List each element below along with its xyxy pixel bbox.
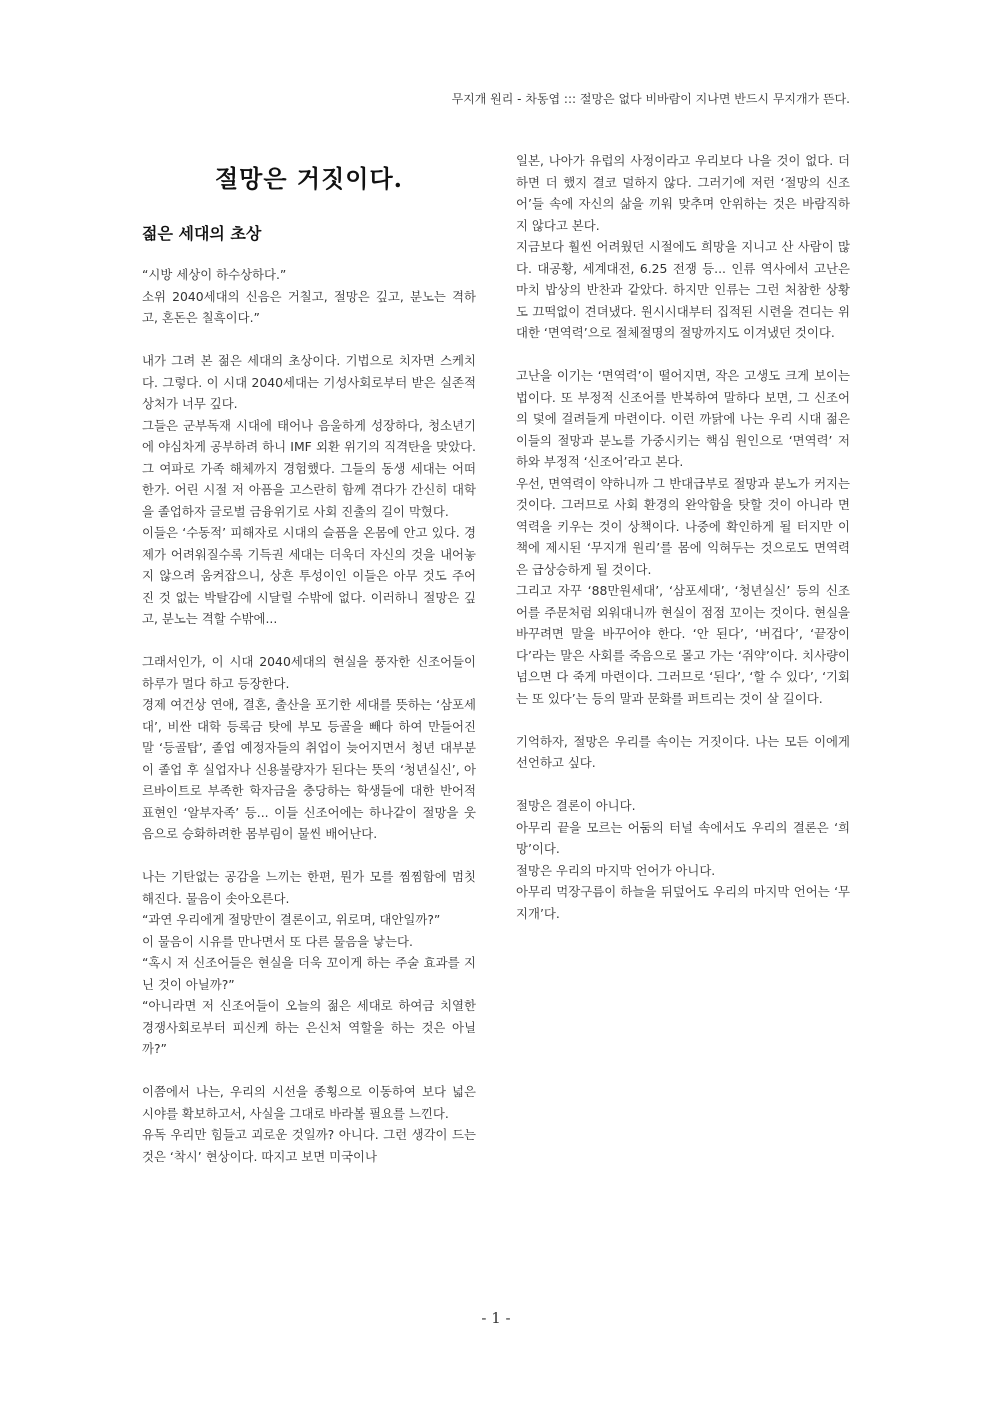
- paragraph: 기억하자, 절망은 우리를 속이는 거짓이다. 나는 모든 이에게 선언하고 싶다.: [516, 733, 850, 770]
- paragraph: 절망은 우리의 마지막 언어가 아니다.: [516, 862, 716, 878]
- paragraph: 이 물음이 시유를 만나면서 또 다른 물음을 낳는다.: [142, 933, 413, 949]
- section-heading: 젊은 세대의 초상: [142, 224, 262, 243]
- paragraph: 우선, 면역력이 약하니까 그 반대급부로 절망과 분노가 커지는 것이다. 그러므로 사회 환경의 완악함을 탓할 것이 아니라 면역력을 키우는 것이 상책이다. 나중에 확인하게 될 터지만 이 책에 제시된 ‘무지개 원리’를 몸에 익혀두는 것으로도 면역력은 급상승하게 될 것이다.: [516, 475, 850, 577]
- paragraph-gap: [516, 774, 850, 796]
- paragraph: “아니라면 저 신조어들이 오늘의 젊은 세대로 하여금 치열한 경쟁사회로부터 피신케 하는 은신처 역할을 하는 것은 아닐까?”: [142, 998, 476, 1056]
- paragraph-gap: [142, 630, 476, 652]
- paragraph: 아무리 먹장구름이 하늘을 뒤덮어도 우리의 마지막 언어는 ‘무지개’다.: [516, 884, 850, 921]
- paragraph: 지금보다 훨씬 어려웠던 시절에도 희망을 지니고 산 사람이 많다. 대공황, 세계대전, 6.25 전쟁 등... 인류 역사에서 고난은 마치 밥상의 반찬과 같았다. 하지만 인류는 그런 처참한 상황도 끄떡없이 견뎌냈다. 원시시대부터 집적된 시련을 견디는 위대한 ‘면역력’으로 절체절명의 절망까지도 이겨냈던 것이다.: [516, 239, 850, 340]
- paragraph: 그리고 자꾸 ‘88만원세대’, ‘삼포세대’, ‘청년실신’ 등의 신조어를 주문처럼 외워대니까 현실이 점점 꼬이는 것이다. 현실을 바꾸려면 말을 바꾸어야 한다. ‘안 된다’, ‘버겁다’, ‘끝장이다’라는 말은 사회를 죽음으로 몰고 가는 ‘쥐약’이다. 치사량이 넘으면 다 죽게 마련이다. 그러므로 ‘된다’, ‘할 수 있다’, ‘기회는 또 있다’는 등의 말과 문화를 퍼트리는 것이 살 길이다.: [516, 583, 850, 706]
- paragraph: 유독 우리만 힘들고 괴로운 것일까? 아니다. 그런 생각이 드는 것은 ‘착시’ 현상이다. 따지고 보면 미국이나: [142, 1127, 476, 1164]
- paragraph: “과연 우리에게 절망만이 결론이고, 위로며, 대안일까?”: [142, 912, 441, 927]
- left-column: [142, 150, 476, 1167]
- paragraph: 경제 여건상 연애, 결혼, 출산을 포기한 세대를 뜻하는 ‘삼포세대’, 비싼 대학 등록금 탓에 부모 등골을 빼다 하여 만들어진 말 ‘등골탑’, 졸업 예정자들의 취업이 늦어지면서 청년 대부분이 졸업 후 실업자나 신용불량자가 된다는 뜻의 ‘청년실신’, 아르바이트로 부족한 학자금을 충당하는 학생들에 대한 반어적 표현인 ‘알부자족’ 등... 이들 신조어에는 하나같이 절망을 웃음으로 승화하려한 몸부림이 물씬 배어난다.: [142, 697, 476, 841]
- paragraph: 그래서인가, 이 시대 2040세대의 현실을 풍자한 신조어들이 하루가 멀다 하고 등장한다.: [142, 654, 476, 691]
- paragraph-gap: [142, 1060, 476, 1082]
- paragraph-gap: [516, 344, 850, 366]
- paragraph: 절망은 결론이 아니다.: [516, 798, 636, 813]
- paragraph: 일본, 나아가 유럽의 사정이라고 우리보다 나을 것이 없다. 더 하면 더 했지 결코 덜하지 않다. 그러기에 저런 ‘절망의 신조어’들 속에 자신의 삶을 끼워 맞추며 안위하는 것은 바람직하지 않다고 본다.: [516, 153, 850, 233]
- running-header: 무지개 원리 - 차동엽 ::: 절망은 없다 비바람이 지나면 반드시 무지개가 뜬다.: [451, 92, 850, 106]
- paragraph: “혹시 저 신조어들은 현실을 더욱 꼬이게 하는 주술 효과를 지닌 것이 아닐까?”: [142, 955, 476, 992]
- paragraph: 아무리 끝을 모르는 어둠의 터널 속에서도 우리의 결론은 ‘희망’이다.: [516, 819, 850, 856]
- paragraph: 내가 그려 본 젊은 세대의 초상이다. 기법으로 치자면 스케치다. 그렇다. 이 시대 2040세대는 기성사회로부터 받은 실존적 상처가 너무 깊다.: [142, 353, 476, 411]
- paragraph-gap: [516, 709, 850, 731]
- paragraph: 이쯤에서 나는, 우리의 시선을 종횡으로 이동하여 보다 넓은 시야를 확보하고서, 사실을 그대로 바라볼 필요를 느낀다.: [142, 1084, 476, 1121]
- right-column: [516, 150, 850, 924]
- paragraph: 고난을 이기는 ‘면역력’이 떨어지면, 작은 고생도 크게 보이는 법이다. 또 부정적 신조어를 반복하여 말하다 보면, 그 신조어의 덫에 걸려들게 마련이다. 이런 까닭에 나는 우리 시대 젊은이들의 절망과 분노를 가중시키는 핵심 원인으로 ‘면역력’ 저하와 부정적 ‘신조어’라고 본다.: [516, 368, 850, 469]
- paragraph: 이들은 ‘수동적’ 피해자로 시대의 슬픔을 온몸에 안고 있다. 경제가 어려워질수록 기득권 세대는 더욱더 자신의 것을 내어놓지 않으려 움켜잡으니, 상흔 투성이인 이들은 아무 것도 주어진 것 없는 박탈감에 시달릴 수밖에 없다. 이러하니 절망은 깊고, 분노는 격할 수밖에...: [142, 525, 476, 626]
- paragraph: 그들은 군부독재 시대에 태어나 음울하게 성장하다, 청소년기에 야심차게 공부하려 하니 IMF 외환 위기의 직격탄을 맞았다. 그 여파로 가족 해체까지 경험했다. 그들의 동생 세대는 어떠한가. 어린 시절 저 아픔을 고스란히 함께 겪다가 간신히 대학을 졸업하자 글로벌 금융위기로 사회 진출의 길이 막혔다.: [142, 417, 476, 519]
- paragraph: 소위 2040세대의 신음은 거칠고, 절망은 깊고, 분노는 격하고, 혼돈은 칠흑이다.”: [142, 288, 476, 325]
- document-title: 절망은 거짓이다.: [215, 164, 403, 193]
- paragraph: 나는 기탄없는 공감을 느끼는 한편, 뭔가 모를 찜찜함에 멈칫해진다. 물음이 솟아오른다.: [142, 869, 476, 906]
- paragraph-gap: [142, 329, 476, 351]
- page-number: - 1 -: [481, 1309, 511, 1327]
- paragraph: “시방 세상이 하수상하다.”: [142, 267, 287, 282]
- paragraph-gap: [142, 845, 476, 867]
